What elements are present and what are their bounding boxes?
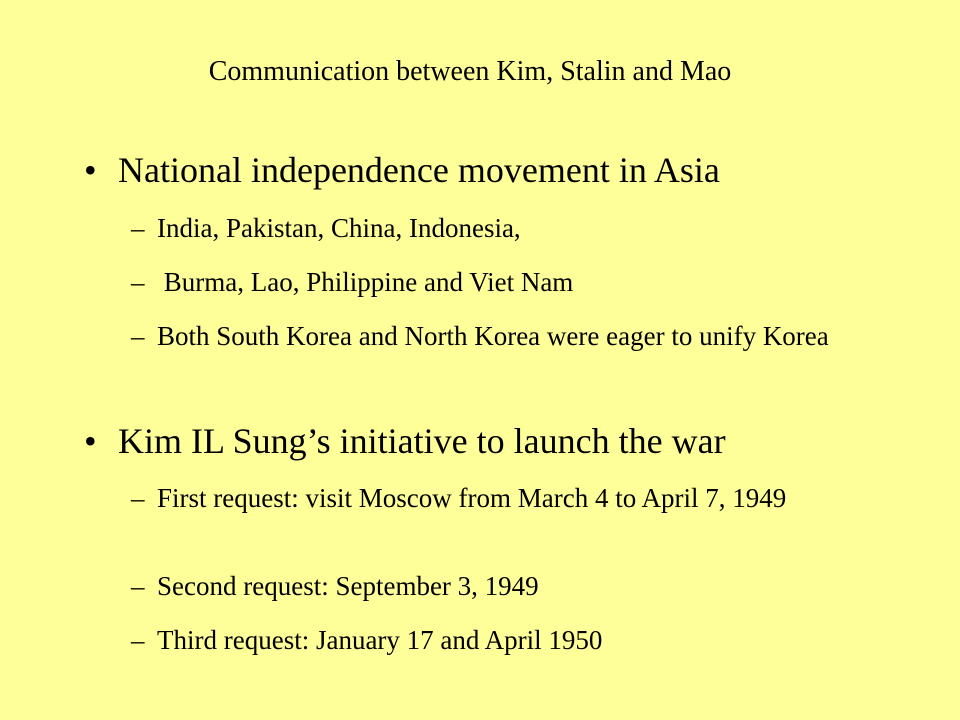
dash-marker: –: [131, 213, 145, 243]
sub-item: [131, 212, 911, 244]
sub-item-text: India, Pakistan, China, Indonesia,: [157, 213, 521, 243]
bullet-heading: Kim IL Sung’s initiative to launch the war: [118, 421, 726, 461]
sub-item-text: Third request: January 17 and April 1950: [157, 625, 603, 655]
dash-marker: –: [131, 321, 145, 351]
dash-marker: –: [131, 483, 145, 513]
sub-item: [131, 570, 911, 602]
sub-item-text: Both South Korea and North Korea were eager to unify Korea: [157, 321, 829, 351]
slide-title: Communication between Kim, Stalin and Mao: [208, 56, 732, 87]
dash-marker: –: [131, 571, 145, 601]
bullet-marker: •: [84, 421, 97, 461]
dash-marker: –: [131, 625, 145, 655]
sub-item: [131, 482, 911, 514]
sub-item-text: Second request: September 3, 1949: [157, 571, 539, 601]
dash-marker: –: [131, 267, 145, 297]
bullet-heading: National independence movement in Asia: [118, 150, 720, 190]
sub-item-text: First request: visit Moscow from March 4 to April 7, 1949: [157, 483, 787, 513]
bullet-marker: •: [84, 150, 97, 190]
sub-item: [131, 266, 911, 298]
sub-item: [131, 624, 911, 656]
sub-item: [131, 320, 911, 352]
sub-item-text: Burma, Lao, Philippine and Viet Nam: [157, 267, 574, 297]
